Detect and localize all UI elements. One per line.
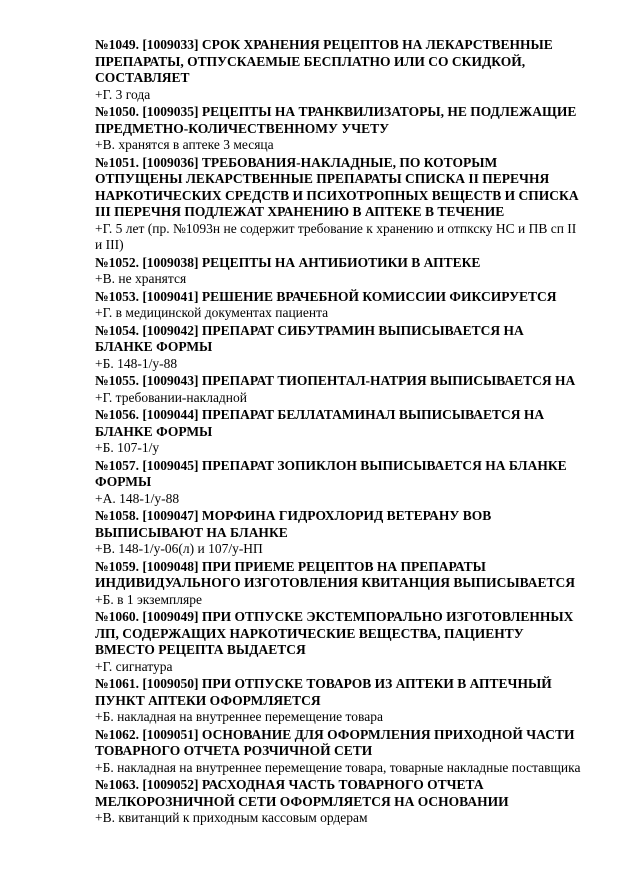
question-block bbox=[95, 458, 584, 508]
answer-text: +Г. сигнатура bbox=[95, 658, 173, 674]
question-block bbox=[95, 289, 584, 322]
question-block bbox=[95, 777, 584, 827]
question-text: №1056. [1009044] ПРЕПАРАТ БЕЛЛАТАМИНАЛ ВЫПИСЫВАЕТСЯ НА БЛАНКЕ ФОРМЫ bbox=[95, 407, 545, 439]
question-text: №1062. [1009051] ОСНОВАНИЕ ДЛЯ ОФОРМЛЕНИЯ ПРИХОДНОЙ ЧАСТИ ТОВАРНОГО ОТЧЕТА РОЗЧИЧНОЙ СЕТИ bbox=[95, 726, 575, 758]
answer-text: +В. не хранятся bbox=[95, 271, 187, 286]
question-block bbox=[95, 255, 584, 288]
answer-text: +А. 148-1/у-88 bbox=[95, 490, 180, 506]
answer-text: +В. 148-1/у-06(л) и 107/у-НП bbox=[95, 541, 263, 556]
question-text: №1061. [1009050] ПРИ ОТПУСКЕ ТОВАРОВ ИЗ АПТЕКИ В АПТЕЧНЫЙ ПУНКТ АПТЕКИ ОФОРМЛЯЕТСЯ bbox=[95, 676, 552, 708]
question-block bbox=[95, 323, 584, 373]
answer-text: +В. квитанций к приходным кассовым ордерам bbox=[95, 810, 368, 825]
question-block bbox=[95, 727, 584, 777]
question-block bbox=[95, 676, 584, 726]
question-text: №1049. [1009033] СРОК ХРАНЕНИЯ РЕЦЕПТОВ НА ЛЕКАРСТВЕННЫЕ ПРЕПАРАТЫ, ОТПУСКАЕМЫЕ БЕСПЛАТНО ИЛИ СО СКИДКОЙ, СОСТАВЛЯЕТ bbox=[95, 37, 553, 85]
question-block bbox=[95, 407, 584, 457]
answer-text: +Г. 5 лет (пр. №1093н не содержит требование к хранению и отпкску НС и ПВ сп II и III) bbox=[95, 220, 577, 252]
answer-text: +Б. 148-1/у-88 bbox=[95, 355, 178, 371]
question-text: №1052. [1009038] РЕЦЕПТЫ НА АНТИБИОТИКИ В АПТЕКЕ bbox=[95, 254, 481, 270]
answer-text: +Б. накладная на внутреннее перемещение товара bbox=[95, 709, 383, 724]
question-block bbox=[95, 155, 584, 254]
answer-text: +Г. требовании-накладной bbox=[95, 389, 248, 405]
question-block bbox=[95, 508, 584, 558]
question-block bbox=[95, 609, 584, 675]
answer-text: +Г. в медицинской документах пациента bbox=[95, 305, 329, 320]
question-text: №1063. [1009052] РАСХОДНАЯ ЧАСТЬ ТОВАРНОГО ОТЧЕТА МЕЛКОРОЗНИЧНОЙ СЕТИ ОФОРМЛЯЕТСЯ НА ОСНОВАНИИ bbox=[95, 777, 509, 809]
answer-text: +Б. 107-1/у bbox=[95, 440, 160, 455]
question-text: №1060. [1009049] ПРИ ОТПУСКЕ ЭКСТЕМПОРАЛЬНО ИЗГОТОВЛЕННЫХ ЛП, СОДЕРЖАЩИХ НАРКОТИЧЕСКИЕ ВЕЩЕСТВА, ПАЦИЕНТУ ВМЕСТО РЕЦЕПТА ВЫДАЕТСЯ bbox=[95, 609, 574, 657]
question-text: №1058. [1009047] МОРФИНА ГИДРОХЛОРИД ВЕТЕРАНУ ВОВ ВЫПИСЫВАЮТ НА БЛАНКЕ bbox=[95, 508, 492, 540]
answer-text: +Б. накладная на внутреннее перемещение товара, товарные накладные поставщика bbox=[95, 759, 581, 775]
question-text: №1053. [1009041] РЕШЕНИЕ ВРАЧЕБНОЙ КОМИССИИ ФИКСИРУЕТСЯ bbox=[95, 288, 557, 304]
question-text: №1057. [1009045] ПРЕПАРАТ ЗОПИКЛОН ВЫПИСЫВАЕТСЯ НА БЛАНКЕ ФОРМЫ bbox=[95, 457, 567, 489]
question-text: №1059. [1009048] ПРИ ПРИЕМЕ РЕЦЕПТОВ НА ПРЕПАРАТЫ ИНДИВИДУАЛЬНОГО ИЗГОТОВЛЕНИЯ КВИТАНЦИЯ ВЫПИСЫВАЕТСЯ bbox=[95, 558, 576, 590]
answer-text: +Г. 3 года bbox=[95, 86, 151, 102]
question-block bbox=[95, 559, 584, 609]
answer-text: +В. хранятся в аптеке 3 месяца bbox=[95, 137, 274, 152]
question-text: №1055. [1009043] ПРЕПАРАТ ТИОПЕНТАЛ-НАТРИЯ ВЫПИСЫВАЕТСЯ НА bbox=[95, 373, 576, 388]
question-text: №1050. [1009035] РЕЦЕПТЫ НА ТРАНКВИЛИЗАТОРЫ, НЕ ПОДЛЕЖАЩИЕ ПРЕДМЕТНО-КОЛИЧЕСТВЕННОМУ УЧЕТУ bbox=[95, 104, 577, 136]
question-block bbox=[95, 37, 584, 103]
question-text: №1051. [1009036] ТРЕБОВАНИЯ-НАКЛАДНЫЕ, ПО КОТОРЫМ ОТПУЩЕНЫ ЛЕКАРСТВЕННЫЕ ПРЕПАРАТЫ СПИСКА II ПЕРЕЧНЯ НАРКОТИЧЕСКИХ СРЕДСТВ И ПСИХОТРОПНЫХ ВЕЩЕСТВ И СПИСКА III ПЕРЕЧНЯ ПОДЛЕЖАТ ХРАНЕНИЮ В АПТЕКЕ В ТЕЧЕНИЕ bbox=[95, 154, 579, 219]
question-text: №1054. [1009042] ПРЕПАРАТ СИБУТРАМИН ВЫПИСЫВАЕТСЯ НА БЛАНКЕ ФОРМЫ bbox=[95, 322, 524, 354]
question-block bbox=[95, 373, 584, 406]
answer-text: +Б. в 1 экземпляре bbox=[95, 591, 202, 607]
question-block bbox=[95, 104, 584, 154]
